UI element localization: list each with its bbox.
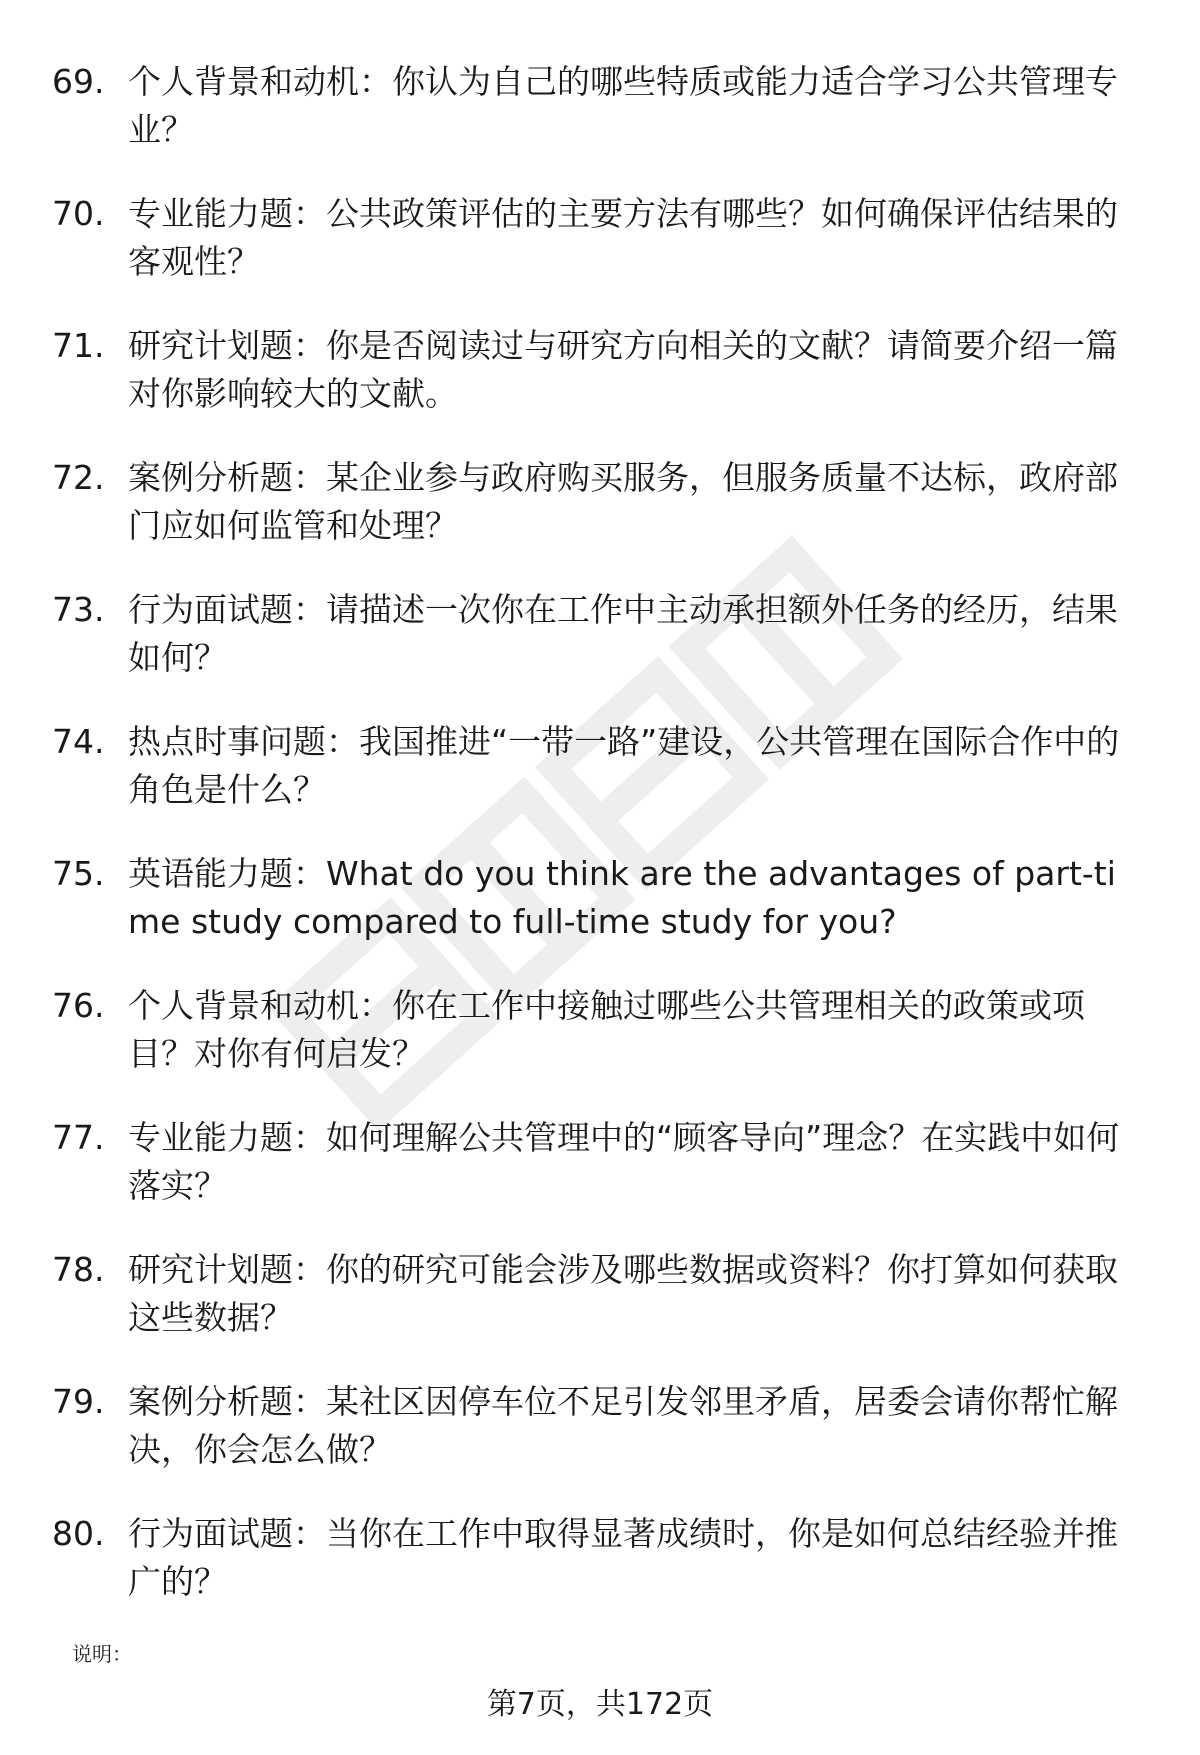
question-item (0, 1378, 1200, 1510)
question-item (0, 1510, 1200, 1642)
note-label: 说明： (72, 1642, 132, 1666)
question-text: 行为面试题：请描述一次你在工作中主动承担额外任务的经历，结果如何？ (128, 590, 1118, 677)
question-item (0, 982, 1200, 1114)
question-text: 研究计划题：你是否阅读过与研究方向相关的文献？请简要介绍一篇对你影响较大的文献。 (128, 326, 1118, 413)
question-list (0, 58, 1200, 1642)
page-number-footer: 第7页，共172页 (486, 1687, 714, 1722)
question-item (0, 718, 1200, 850)
question-number: 79. (52, 1382, 105, 1421)
question-number: 69. (52, 62, 105, 101)
question-text: 研究计划题：你的研究可能会涉及哪些数据或资料？你打算如何获取这些数据？ (128, 1250, 1118, 1337)
question-number: 74. (52, 722, 105, 761)
question-number: 77. (52, 1118, 105, 1157)
question-item (0, 454, 1200, 586)
question-number: 75. (52, 854, 105, 893)
question-text: 案例分析题：某企业参与政府购买服务，但服务质量不达标，政府部门应如何监管和处理？ (128, 458, 1118, 545)
question-number: 76. (52, 986, 105, 1025)
question-number: 78. (52, 1250, 105, 1289)
question-item (0, 586, 1200, 718)
question-text: 专业能力题：如何理解公共管理中的“顾客导向”理念？在实践中如何落实？ (128, 1118, 1120, 1205)
question-number: 71. (52, 326, 105, 365)
question-item (0, 1114, 1200, 1246)
question-number: 70. (52, 194, 105, 233)
question-text: 个人背景和动机：你在工作中接触过哪些公共管理相关的政策或项目？对你有何启发？ (128, 986, 1085, 1073)
question-text: 个人背景和动机：你认为自己的哪些特质或能力适合学习公共管理专业？ (128, 62, 1118, 149)
question-number: 72. (52, 458, 105, 497)
question-item (0, 322, 1200, 454)
question-item (0, 190, 1200, 322)
question-text: 英语能力题：What do you think are the advantages of part-time study compared to full-time study for you? (128, 854, 1116, 941)
question-item (0, 850, 1200, 982)
question-item (0, 1246, 1200, 1378)
question-number: 73. (52, 590, 105, 629)
question-item (0, 58, 1200, 190)
question-number: 80. (52, 1514, 105, 1553)
question-text: 行为面试题：当你在工作中取得显著成绩时，你是如何总结经验并推广的？ (128, 1514, 1118, 1601)
question-text: 热点时事问题：我国推进“一带一路”建设，公共管理在国际合作中的角色是什么？ (128, 722, 1120, 809)
question-text: 专业能力题：公共政策评估的主要方法有哪些？如何确保评估结果的客观性？ (128, 194, 1118, 281)
question-text: 案例分析题：某社区因停车位不足引发邻里矛盾，居委会请你帮忙解决，你会怎么做？ (128, 1382, 1118, 1469)
